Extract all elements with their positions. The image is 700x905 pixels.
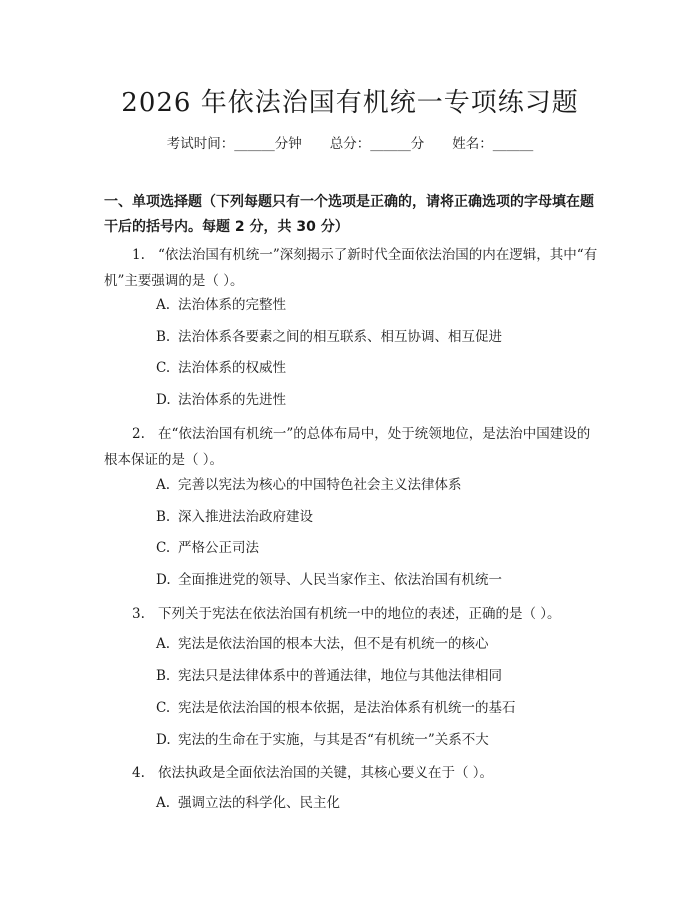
option-text: 法治体系各要素之间的相互联系、相互协调、相互促进 — [178, 329, 502, 345]
option-text: 宪法的生命在于实施，与其是否“有机统一”关系不大 — [178, 732, 489, 748]
question-1 — [104, 242, 598, 294]
option-text: 全面推进党的领导、人民当家作主、依法治国有机统一 — [178, 572, 502, 588]
option-letter: A. — [156, 297, 171, 313]
option-text: 深入推进法治政府建设 — [178, 509, 313, 525]
option-letter: A. — [156, 636, 171, 652]
option-text: 法治体系的权威性 — [178, 360, 286, 376]
option-letter: C. — [156, 360, 171, 376]
option-text: 法治体系的先进性 — [178, 392, 286, 408]
option-text: 强调立法的科学化、民主化 — [178, 795, 340, 811]
question-number: 4. — [132, 765, 145, 781]
option-letter: A. — [156, 477, 171, 493]
option-text: 宪法只是法律体系中的普通法律，地位与其他法律相同 — [178, 668, 502, 684]
question-number: 3. — [132, 606, 145, 622]
exam-time: 考试时间：______分钟 — [166, 136, 302, 152]
option-3b — [156, 665, 502, 687]
option-letter: A. — [156, 795, 171, 811]
option-4a — [156, 792, 340, 814]
question-text: “依法治国有机统一”深刻揭示了新时代全面依法治国的内在逻辑，其中“有机”主要强调的是（ ）。 — [104, 247, 598, 289]
question-number: 2. — [132, 426, 145, 442]
option-2a — [156, 474, 462, 496]
section-heading: 一、单项选择题（下列每题只有一个选项是正确的，请将正确选项的字母填在题干后的括号内。每题 2 分，共 30 分） — [104, 194, 594, 235]
option-letter: D. — [156, 732, 171, 748]
option-2d — [156, 569, 502, 591]
option-text: 完善以宪法为核心的中国特色社会主义法律体系 — [178, 477, 462, 493]
option-text: 宪法是依法治国的根本依据，是法治体系有机统一的基石 — [178, 700, 516, 716]
question-number: 1. — [132, 247, 145, 263]
option-3a — [156, 633, 489, 655]
option-1b — [156, 326, 502, 348]
option-letter: B. — [156, 509, 171, 525]
option-letter: D. — [156, 392, 171, 408]
option-2c — [156, 537, 259, 559]
page-title: 2026 年依法治国有机统一专项练习题 — [121, 88, 579, 118]
option-text: 宪法是依法治国的根本大法，但不是有机统一的核心 — [178, 636, 489, 652]
option-1d — [156, 389, 286, 411]
question-4 — [104, 760, 598, 786]
exam-score: 总分：______分 — [329, 136, 425, 152]
question-text: 下列关于宪法在依法治国有机统一中的地位的表述，正确的是（ ）。 — [158, 606, 561, 622]
option-letter: B. — [156, 329, 171, 345]
exam-name: 姓名：______ — [452, 136, 534, 152]
option-text: 严格公正司法 — [178, 540, 259, 556]
option-2b — [156, 506, 313, 528]
option-3d — [156, 729, 489, 751]
option-1a — [156, 294, 286, 316]
question-2 — [104, 421, 598, 473]
question-3 — [104, 601, 598, 627]
option-letter: C. — [156, 540, 171, 556]
option-3c — [156, 697, 516, 719]
option-letter: D. — [156, 572, 171, 588]
exam-info — [0, 132, 700, 152]
option-letter: B. — [156, 668, 171, 684]
question-text: 依法执政是全面依法治国的关键，其核心要义在于（ ）。 — [158, 765, 494, 781]
question-text: 在“依法治国有机统一”的总体布局中，处于统领地位，是法治中国建设的根本保证的是（ ）。 — [104, 426, 591, 468]
option-text: 法治体系的完整性 — [178, 297, 286, 313]
option-letter: C. — [156, 700, 171, 716]
option-1c — [156, 357, 286, 379]
